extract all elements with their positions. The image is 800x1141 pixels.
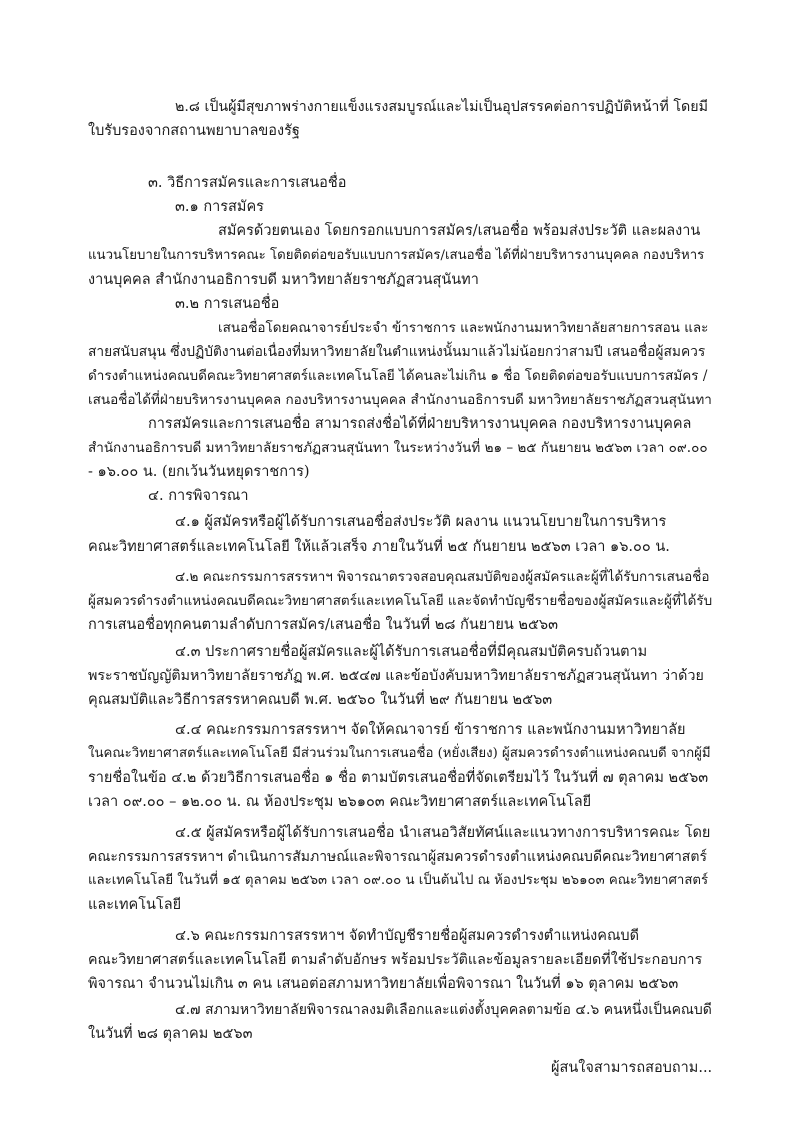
section-3-1-line-3: งานบุคคล สำนักงานอธิการบดี มหาวิทยาลัยราชภัฏสวนสุนันทา <box>88 272 479 288</box>
section-4-5-line-3: และเทคโนโลยี ในวันที่ ๑๕ ตุลาคม ๒๕๖๓ เวลา ๐๙.๐๐ น เป็นต้นไป ณ ห้องประชุม ๒๖๑๐๓ คณะวิทยาศาสตร์ <box>88 873 709 888</box>
section-3-2-heading: ๓.๒ การเสนอชื่อ <box>175 296 280 312</box>
section-4-heading: ๔. การพิจารณา <box>148 488 249 504</box>
continuation-text: ผู้สนใจสามารถสอบถาม... <box>551 1060 713 1076</box>
section-4-5-line-1: ๔.๕ ผู้สมัครหรือผู้ได้รับการเสนอชื่อ นำเสนอวิสัยทัศน์และแนวทางการบริหารคณะ โดย <box>175 825 711 841</box>
section-3-2-line-7: - ๑๖.๐๐ น. (ยกเว้นวันหยุดราชการ) <box>88 464 310 480</box>
section-4-2-line-3: การเสนอชื่อทุกคนตามลำดับการสมัคร/เสนอชื่อ ในวันที่ ๒๘ กันยายน ๒๕๖๓ <box>88 617 559 633</box>
section-3-2-line-2: สายสนับสนุน ซึ่งปฏิบัติงานต่อเนื่องที่มหาวิทยาลัยในตำแหน่งนั้นมาแล้วไม่น้อยกว่าสามปี เสนอชื่อผู้สมควร <box>88 344 706 360</box>
section-3-2-line-6: สำนักงานอธิการบดี มหาวิทยาลัยราชภัฏสวนสุนันทา ในระหว่างวันที่ ๒๑ – ๒๕ กันยายน ๒๕๖๓ เวลา ๐๙.๐๐ <box>88 440 708 456</box>
section-4-3-line-3: คุณสมบัติและวิธีการสรรหาคณบดี พ.ศ. ๒๕๖๐ ในวันที่ ๒๙ กันยายน ๒๕๖๓ <box>88 692 553 708</box>
section-3-heading: ๓. วิธีการสมัครและการเสนอชื่อ <box>148 175 347 191</box>
section-4-5-line-4: และเทคโนโลยี <box>88 897 182 913</box>
section-4-4-line-1: ๔.๔ คณะกรรมการสรรหาฯ จัดให้คณาจารย์ ข้าราชการ และพนักงานมหาวิทยาลัย <box>175 722 686 738</box>
section-3-1-heading: ๓.๑ การสมัคร <box>175 199 264 215</box>
section-4-4-line-4: เวลา ๐๙.๐๐ – ๑๒.๐๐ น. ณ ห้องประชุม ๒๖๑๐๓ คณะวิทยาศาสตร์และเทคโนโลยี <box>88 794 592 810</box>
section-3-2-line-4: เสนอชื่อได้ที่ฝ่ายบริหารงานบุคคล กองบริหารงานบุคคล สำนักงานอธิการบดี มหาวิทยาลัยราชภัฏสวนสุนันทา <box>88 392 712 408</box>
section-4-7-line-2: ในวันที่ ๒๘ ตุลาคม ๒๕๖๓ <box>88 1026 253 1042</box>
section-4-4-line-3: รายชื่อในข้อ ๔.๒ ด้วยวิธีการเสนอชื่อ ๑ ชื่อ ตามบัตรเสนอชื่อที่จัดเตรียมไว้ ในวันที่ ๗ ตุลาคม ๒๕๖๓ <box>88 770 709 786</box>
section-3-1-line-1: สมัครด้วยตนเอง โดยกรอกแบบการสมัคร/เสนอชื่อ พร้อมส่งประวัติ และผลงาน <box>218 223 701 239</box>
section-3-2-line-3: ดำรงตำแหน่งคณบดีคณะวิทยาศาสตร์และเทคโนโลยี ได้คนละไม่เกิน ๑ ชื่อ โดยติดต่อขอรับแบบการสมัคร / <box>88 368 708 384</box>
section-4-3-line-1: ๔.๓ ประกาศรายชื่อผู้สมัครและผู้ได้รับการเสนอชื่อที่มีคุณสมบัติครบถ้วนตาม <box>175 644 648 660</box>
section-3-2-line-1: เสนอชื่อโดยคณาจารย์ประจำ ข้าราชการ และพนักงานมหาวิทยาลัยสายการสอน และ <box>218 320 709 336</box>
section-4-1-line-2: คณะวิทยาศาสตร์และเทคโนโลยี ให้แล้วเสร็จ ภายในวันที่ ๒๕ กันยายน ๒๕๖๓ เวลา ๑๖.๐๐ น. <box>88 539 670 555</box>
section-4-3-line-2: พระราชบัญญัติมหาวิทยาลัยราชภัฏ พ.ศ. ๒๕๔๗ และข้อบังคับมหาวิทยาลัยราชภัฏสวนสุนันทา ว่าด้วย <box>88 668 704 684</box>
section-4-1-line-1: ๔.๑ ผู้สมัครหรือผู้ได้รับการเสนอชื่อส่งประวัติ ผลงาน แนวนโยบายในการบริหาร <box>175 514 667 530</box>
section-4-2-line-2: ผู้สมควรดำรงตำแหน่งคณบดีคณะวิทยาศาสตร์และเทคโนโลยี และจัดทำบัญชีรายชื่อของผู้สมัครและผู้ที่ได้รับ <box>88 593 713 609</box>
section-4-7-line-1: ๔.๗ สภามหาวิทยาลัยพิจารณาลงมติเลือกและแต่งตั้งบุคคลตามข้อ ๔.๖ คนหนึ่งเป็นคณบดี <box>175 1002 712 1018</box>
section-2-8-line-2: ใบรับรองจากสถานพยาบาลของรัฐ <box>88 123 300 139</box>
section-2-8-line-1: ๒.๘ เป็นผู้มีสุขภาพร่างกายแข็งแรงสมบูรณ์และไม่เป็นอุปสรรคต่อการปฏิบัติหน้าที่ โดยมี <box>175 99 709 115</box>
section-3-1-line-2: แนวนโยบายในการบริหารคณะ โดยติดต่อขอรับแบบการสมัคร/เสนอชื่อ ได้ที่ฝ่ายบริหารงานบุคคล กองบริหาร <box>88 248 705 263</box>
section-4-6-line-1: ๔.๖ คณะกรรมการสรรหาฯ จัดทำบัญชีรายชื่อผู้สมควรดำรงตำแหน่งคณบดี <box>175 928 640 944</box>
section-4-6-line-3: พิจารณา จำนวนไม่เกิน ๓ คน เสนอต่อสภามหาวิทยาลัยเพื่อพิจารณา ในวันที่ ๑๖ ตุลาคม ๒๕๖๓ <box>88 976 679 992</box>
section-3-2-line-5: การสมัครและการเสนอชื่อ สามารถส่งชื่อได้ที่ฝ่ายบริหารงานบุคคล กองบริหารงานบุคคล <box>148 416 692 432</box>
section-4-6-line-2: คณะวิทยาศาสตร์และเทคโนโลยี ตามลำดับอักษร พร้อมประวัติและข้อมูลรายละเอียดที่ใช้ประกอบการ <box>88 952 703 968</box>
section-4-2-line-1: ๔.๒ คณะกรรมการสรรหาฯ พิจารณาตรวจสอบคุณสมบัติของผู้สมัครและผู้ที่ได้รับการเสนอชื่อ <box>175 569 710 585</box>
section-4-5-line-2: คณะกรรมการสรรหาฯ ดำเนินการสัมภาษณ์และพิจารณาผู้สมควรดำรงตำแหน่งคณบดีคณะวิทยาศาสตร์ <box>88 849 707 865</box>
section-4-4-line-2: ในคณะวิทยาศาสตร์และเทคโนโลยี มีส่วนร่วมในการเสนอชื่อ (หยั่งเสียง) ผู้สมควรดำรงตำแหน่งคณบดี จากผู้มี <box>88 746 711 761</box>
